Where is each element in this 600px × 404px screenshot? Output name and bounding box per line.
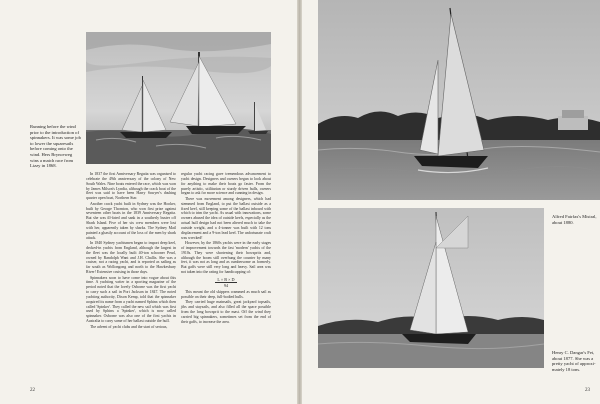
caption-line: mately 18 tons. <box>552 366 581 372</box>
caption-line: wins a match race from <box>30 157 74 163</box>
body-column-1 <box>86 172 176 330</box>
paragraph: regular yacht racing gave tremendous advancement to yacht design. Designers and owners began to look about for anything to make their boats go faster. From the purely artistic, utilitarian or sturdy driven hulls, owners began to ask for more science and cunning in design. <box>181 172 271 196</box>
body-column-2 <box>181 172 271 325</box>
caption-line: about 1880. <box>552 219 574 225</box>
paragraph: However, by the 1860s yachts were in the early stages of improvement towards the fast 'modern' yachts of the 1910s. They were shortening their bowsprits and, although the boom still overhung the counter by many feet, it was not as long and as cumbersome as formerly. But gaffs were still very long and heavy. Sail area was not taken into the rating for handicapping of: <box>181 241 271 275</box>
caption-line: pretty yacht of approxi- <box>552 361 596 367</box>
top-photo-right <box>318 0 600 200</box>
sailing-yacht-photo-icon <box>318 208 544 368</box>
formula-denominator: 94 <box>223 282 229 288</box>
formula-numerator: L × B × D <box>217 276 235 282</box>
top-photo-left <box>86 32 271 164</box>
caption-right-top <box>552 214 598 225</box>
caption-line: to lower the squaresails <box>30 140 74 146</box>
caption-left <box>30 124 82 169</box>
paragraph: There was movement among designers, which had stemmed from England, to put the ballast outside as a fixed keel, still keeping some of the ballast inboard with which to trim the yacht. As usual with innovations, some owners abused the idea of outside keels, especially as the actual hull design had not been altered much to take the outside weight, and a 4-tonner was built with 12 tons displacement and a 9-ton lead keel. The unfortunate craft was wrecked! <box>181 196 271 240</box>
caption-line: Running before the wind <box>30 124 76 129</box>
page-number-right: 23 <box>585 388 590 393</box>
caption-line: before coming onto the <box>30 146 73 152</box>
caption-line: wind. Hers Brynceweg <box>30 151 73 157</box>
paragraph: This meant the old skippers crammed as much sail as possible on their deep, full-bodied hulls. <box>181 289 271 299</box>
paragraph: They carried huge mainsails, great jackyard topsails, jibs and staysails, and also filled all the space possible from the long bowsprit to the mast. Off the wind they carried big spinnakers, sometimes set from the end of their gaffs, to increase the area. <box>181 300 271 324</box>
caption-line: Henry C. Dangar's Fei, <box>552 350 595 355</box>
paragraph: Another crack yacht built in Sydney was the Hooker, built by George Thornton, who won first prize against seventeen other boats in the 1839 Anniversary Regatta. But she was ill-fated and sank in a southerly buster off Shark Island. Five of her six crew members were lost with her, apparently taken by sharks. The Sydney Mail painted a ghastly account of the loss of the men by shark attack. <box>86 201 176 240</box>
right-page <box>302 0 600 404</box>
left-page <box>0 0 297 404</box>
page-number-left: 22 <box>30 388 35 393</box>
paragraph: In 1837 the first Anniversary Regatta was organised to celebrate the 49th anniversary of the colony of New South Wales. Nine boats entered the race, which was won by James Milson's Lyndia, although the crack boat of the fleet was said to have been Harry Sawyer's dashing quarter open boat, Northern Star. <box>86 172 176 201</box>
caption-line: spinnakers. It was some job <box>30 135 81 141</box>
caption-line: Lizzy in 1868. <box>30 163 57 169</box>
caption-line: prior to the introduction of <box>30 129 79 135</box>
caption-right-bottom <box>552 350 598 372</box>
caption-line: about 1877. She was a <box>552 355 594 361</box>
paragraph: The advent of yacht clubs and the start of serious, <box>90 324 168 329</box>
bottom-photo-right <box>318 208 544 368</box>
sailing-yacht-photo-icon <box>318 0 600 200</box>
paragraph: Spinnakers soon to have come into vogue about this time. A yachting writer in a sporting magazine of the period noted that the lovely Osborne was the first yacht to carry such a sail in Port Jackson in 1847. The noted yachting authority, Dixon Kemp, told that the spinnaker acquired its name from a yacht named Sphinx which then called 'Spinker'. They called the new sail which was first used by Sphinx a 'Spinker', which is now called spinnaker. Osborne was also one of the first yachts in Australia to carry some of her ballast outside the hull. <box>86 275 176 324</box>
rating-formula <box>181 277 271 288</box>
caption-line: Alfred Fairfax's Mistral, <box>552 214 597 219</box>
sailing-yachts-engraving-icon <box>86 32 271 164</box>
paragraph: In 1840 Sydney yachtsmen began to import deep keel, decked-in yachts from England, although the largest in the fleet was the locally built 40-ton schooner Pearl, owned by Randolph Want and J.H. Challis. She was a cruiser, not a racing yacht, and is reported as sailing as far south as Wollongong and north to the Hawkesbury River! Extensive cruising in those days. <box>86 241 176 275</box>
